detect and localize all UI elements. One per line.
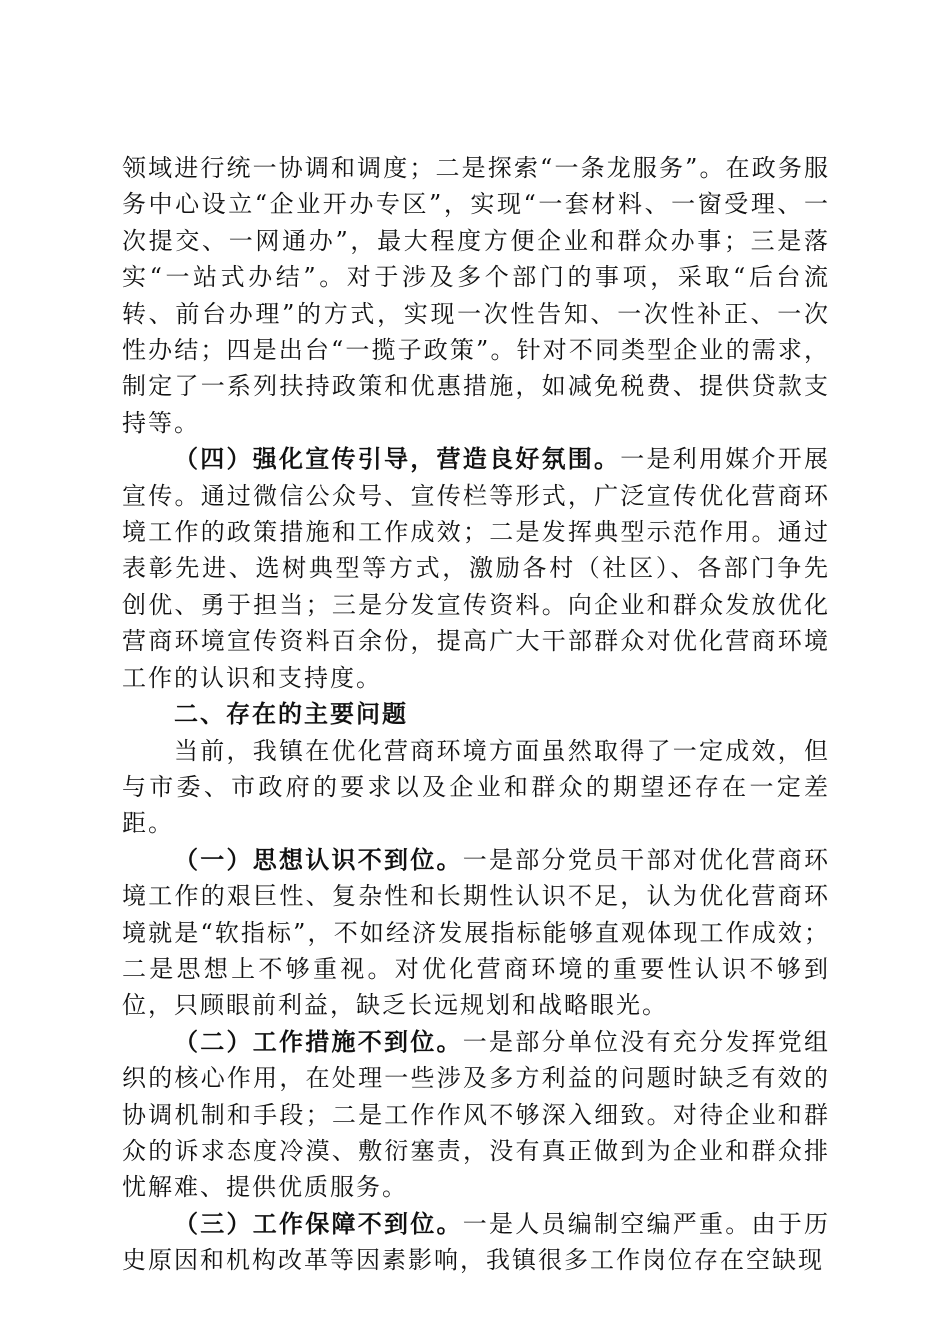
section-heading: 二、存在的主要问题	[174, 700, 408, 729]
paragraph-text: 一是人员编制空编严重。由于历史原因和机构改革等因素影响，我镇很多工作岗位存在空缺现	[122, 1209, 830, 1275]
paragraph-text: 一是利用媒介开展宣传。通过微信公众号、宣传栏等形式，广泛宣传优化营商环境工作的政策措施和工作成效；二是发挥典型示范作用。通过表彰先进、选树典型等方式，激励各村（社区）、各部门争先创优、勇于担当；三是分发宣传资料。向企业和群众发放优化营商环境宣传资料百余份，提高广大干部群众对优化营商环境工作的认识和支持度。	[122, 445, 830, 692]
paragraph-text: 领域进行统一协调和调度；二是探索“一条龙服务”。在政务服务中心设立“企业开办专区”，实现“一套材料、一窗受理、一次提交、一网通办”，最大程度方便企业和群众办事；三是落实“一站式办结”。对于涉及多个部门的事项，采取“后台流转、前台办理”的方式，实现一次性告知、一次性补正、一次性办结；四是出台“一揽子政策”。针对不同类型企业的需求，制定了一系列扶持政策和优惠措施，如减免税费、提供贷款支持等。	[122, 154, 830, 437]
paragraph-lead: （四）强化宣传引导，营造良好氛围。	[174, 445, 621, 474]
paragraph-lead: （二）工作措施不到位。	[174, 1027, 463, 1056]
paragraph-continued	[122, 150, 830, 441]
paragraph-text: 当前，我镇在优化营商环境方面虽然取得了一定成效，但与市委、市政府的要求以及企业和群众的期望还存在一定差距。	[122, 736, 830, 838]
paragraph-text: 一是部分单位没有充分发挥党组织的核心作用，在处理一些涉及多方利益的问题时缺乏有效的协调机制和手段；二是工作作风不够深入细致。对待企业和群众的诉求态度冷漠、敷衍塞责，没有真正做到为企业和群众排忧解难、提供优质服务。	[122, 1027, 830, 1202]
paragraph-issue-2	[122, 1024, 830, 1206]
document-page	[122, 150, 830, 1279]
paragraph-intro	[122, 733, 830, 842]
paragraph-text: 一是部分党员干部对优化营商环境工作的艰巨性、复杂性和长期性认识不足，认为优化营商环境就是“软指标”，不如经济发展指标能够直观体现工作成效；二是思想上不够重视。对优化营商环境的重要性认识不够到位，只顾眼前利益，缺乏长远规划和战略眼光。	[122, 845, 830, 1020]
paragraph-lead: （一）思想认识不到位。	[174, 845, 463, 874]
paragraph-lead: （三）工作保障不到位。	[174, 1209, 463, 1238]
paragraph-issue-3	[122, 1206, 830, 1279]
paragraph-publicity	[122, 441, 830, 696]
paragraph-issue-1	[122, 842, 830, 1024]
